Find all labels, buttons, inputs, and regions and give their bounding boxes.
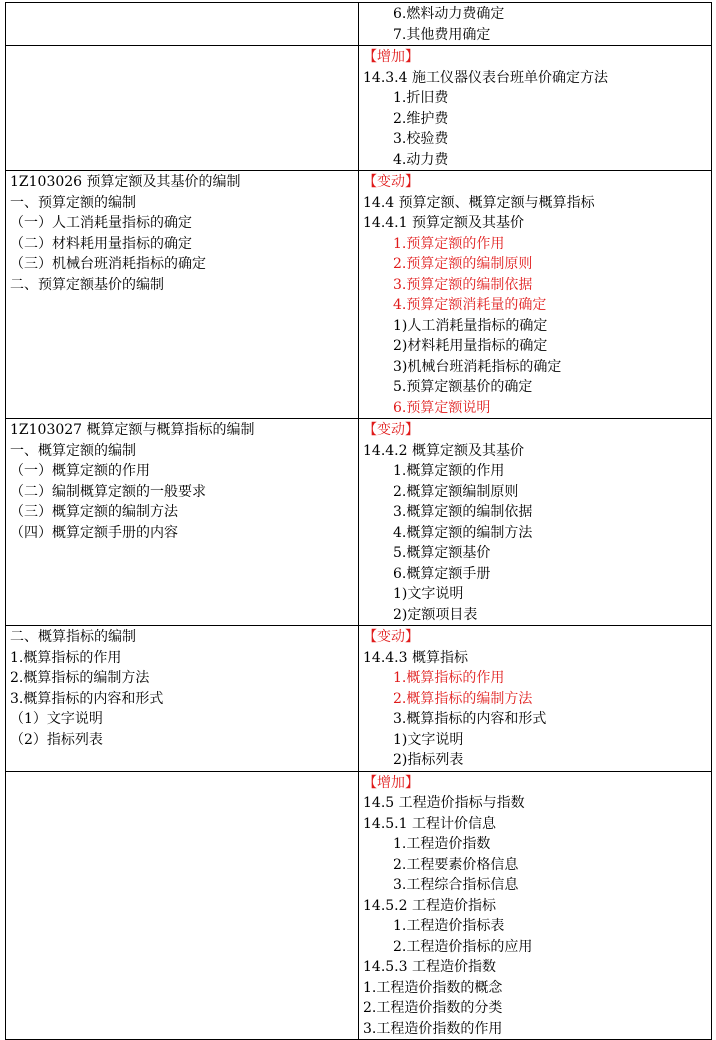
left-cell	[6, 3, 359, 46]
comparison-table	[5, 2, 712, 1040]
right-cell	[359, 771, 712, 1040]
outline-line: 6.概算定额手册	[393, 565, 491, 582]
outline-line: （二）编制概算定额的一般要求	[10, 483, 206, 500]
outline-line: 4.动力费	[393, 151, 449, 168]
outline-line: 1.工程造价指数的概念	[363, 979, 503, 996]
right-cell	[359, 3, 712, 46]
outline-line: 3.工程造价指数的作用	[363, 1020, 503, 1037]
outline-line: 1)文字说明	[393, 731, 464, 748]
outline-line: 7.其他费用确定	[393, 26, 491, 43]
outline-line: 2.概算定额编制原则	[393, 483, 519, 500]
outline-line: （2）指标列表	[10, 731, 103, 748]
table-row	[6, 419, 712, 626]
change-marker-line: 1.概算指标的作用	[393, 670, 505, 686]
table-row	[6, 171, 712, 419]
change-marker-line: 2.预算定额的编制原则	[393, 256, 533, 272]
outline-line: 14.5.2 工程造价指标	[363, 897, 496, 914]
outline-line: 5.概算定额基价	[393, 545, 491, 561]
outline-line: 3.校验费	[393, 131, 449, 147]
outline-line: 2.工程造价指标的应用	[393, 938, 533, 955]
outline-line: 5.预算定额基价的确定	[393, 379, 533, 395]
left-cell	[6, 419, 359, 626]
change-marker-line: 1.预算定额的作用	[393, 235, 505, 252]
change-marker-line: 【变动】	[363, 422, 419, 438]
outline-line: 6.燃料动力费确定	[393, 6, 505, 22]
outline-line: 1)文字说明	[393, 586, 464, 602]
outline-line: 2)材料耗用量指标的确定	[393, 338, 548, 354]
outline-line: 1.工程造价指数	[393, 836, 491, 852]
outline-line: 一、预算定额的编制	[10, 194, 136, 211]
outline-line: 1Z103026 预算定额及其基价的编制	[10, 174, 241, 190]
left-cell	[6, 771, 359, 1040]
outline-line: （四）概算定额手册的内容	[10, 524, 178, 541]
change-marker-line: 3.预算定额的编制依据	[393, 276, 533, 293]
outline-line: 3.工程综合指标信息	[393, 877, 519, 893]
outline-line: 2.工程造价指数的分类	[363, 1000, 503, 1016]
outline-line: 14.5 工程造价指标与指数	[363, 795, 525, 811]
outline-line: 2.概算指标的编制方法	[10, 670, 150, 686]
table-row	[6, 3, 712, 46]
outline-line: 2)定额项目表	[393, 606, 478, 623]
outline-line: 4.概算定额的编制方法	[393, 524, 533, 541]
change-marker-line: 【变动】	[363, 174, 419, 190]
outline-line: 二、概算指标的编制	[10, 629, 136, 645]
right-cell	[359, 419, 712, 626]
outline-line: （一）概算定额的作用	[10, 463, 150, 479]
outline-line: 一、概算定额的编制	[10, 442, 136, 459]
outline-line: 2)指标列表	[393, 752, 464, 768]
outline-line: 2.维护费	[393, 110, 449, 127]
table-row	[6, 626, 712, 772]
comparison-table-body	[6, 3, 712, 1040]
outline-line: 14.5.3 工程造价指数	[363, 959, 496, 975]
outline-line: （二）材料耗用量指标的确定	[10, 235, 192, 252]
change-marker-line: 【增加】	[363, 49, 419, 65]
outline-line: 14.4.1 预算定额及其基价	[363, 215, 524, 231]
left-cell	[6, 171, 359, 419]
outline-line: 14.5.1 工程计价信息	[363, 815, 496, 832]
outline-line: 1)人工消耗量指标的确定	[393, 317, 548, 334]
left-cell	[6, 46, 359, 171]
outline-line: 1.概算指标的作用	[10, 649, 122, 666]
outline-line: 3.概算指标的内容和形式	[393, 711, 547, 727]
change-marker-line: 6.预算定额说明	[393, 399, 491, 416]
outline-line: 3)机械台班消耗指标的确定	[393, 358, 562, 375]
right-cell	[359, 46, 712, 171]
outline-line: 14.4 预算定额、概算定额与概算指标	[363, 194, 595, 211]
outline-line: 1.折旧费	[393, 90, 449, 106]
outline-line: 1Z103027 概算定额与概算指标的编制	[10, 422, 255, 438]
outline-line: （三）概算定额的编制方法	[10, 504, 178, 520]
outline-line: 1.工程造价指标表	[393, 918, 505, 934]
left-cell	[6, 626, 359, 772]
change-marker-line: 【增加】	[363, 774, 419, 791]
outline-line: 14.4.3 概算指标	[363, 649, 468, 666]
right-cell	[359, 626, 712, 772]
outline-line: （三）机械台班消耗指标的确定	[10, 256, 206, 272]
outline-line: （一）人工消耗量指标的确定	[10, 215, 192, 231]
change-marker-line: 2.概算指标的编制方法	[393, 690, 533, 707]
outline-line: 3.概算指标的内容和形式	[10, 690, 164, 707]
outline-line: 二、预算定额基价的编制	[10, 276, 164, 293]
change-marker-line: 4.预算定额消耗量的确定	[393, 297, 547, 313]
table-row	[6, 46, 712, 171]
outline-line: 3.概算定额的编制依据	[393, 504, 533, 520]
table-row	[6, 771, 712, 1040]
outline-line: 14.3.4 施工仪器仪表台班单价确定方法	[363, 69, 608, 86]
right-cell	[359, 171, 712, 419]
change-marker-line: 【变动】	[363, 629, 419, 645]
outline-line: 1.概算定额的作用	[393, 463, 505, 479]
outline-line: 2.工程要素价格信息	[393, 856, 519, 873]
outline-line: 14.4.2 概算定额及其基价	[363, 442, 524, 459]
outline-line: （1）文字说明	[10, 711, 103, 727]
